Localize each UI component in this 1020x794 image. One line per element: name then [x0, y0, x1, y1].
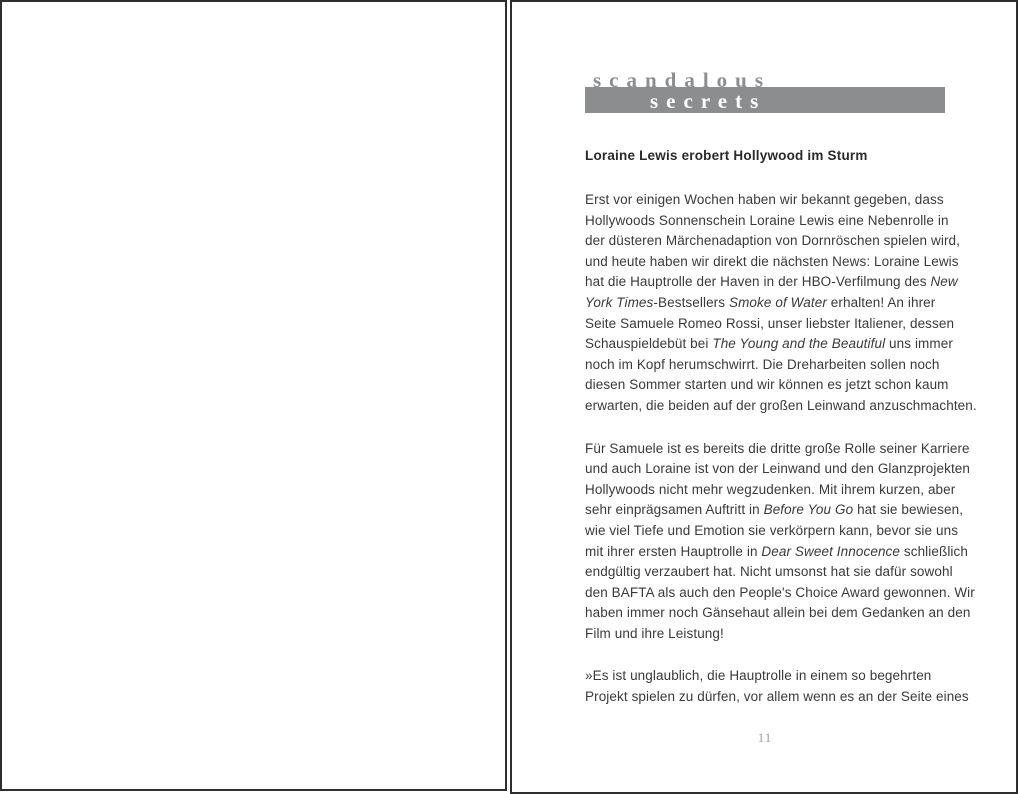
right-page — [510, 0, 1018, 794]
left-page — [0, 0, 507, 791]
article-paragraph: Erst vor einigen Wochen haben wir bekannt gegeben, dass Hollywoods Sonnenschein Loraine Lewis eine Nebenrolle in der düsteren Märchenadaption von Dornröschen spielen wird, und heute haben wir direkt die nächsten News: Loraine Lewis hat die Hauptrolle der Haven in der HBO-Verfilmung des New York Times-Bestsellers Smoke of Water erhalten! An ihrer Seite Samuele Romeo Rossi, unser liebster Italiener, dessen Schauspieldebüt bei The Young and the Beautiful uns immer noch im Kopf herumschwirrt. Die Dreharbeiten sollen noch diesen Sommer starten und wir können es jetzt schon kaum erwarten, die beiden auf der großen Leinwand anzuschmachten. — [585, 192, 977, 413]
logo-word-secrets: secrets — [650, 89, 767, 113]
article-body — [585, 190, 977, 708]
article-paragraph: »Es ist unglaublich, die Hauptrolle in einem so begehrten Projekt spielen zu dürfen, vor allem wenn es an der Seite eines — [585, 668, 969, 705]
logo-word-scandalous: scandalous — [593, 68, 772, 92]
magazine-logo — [585, 70, 945, 113]
article-heading: Loraine Lewis erobert Hollywood im Sturm — [585, 148, 868, 163]
right-page-content — [585, 2, 977, 746]
page-number: 11 — [757, 729, 773, 745]
article-paragraph: Für Samuele ist es bereits die dritte große Rolle seiner Karriere und auch Loraine ist von der Leinwand und den Glanzprojekten Hollywoods nicht mehr wegzudenken. Mit ihrem kurzen, aber sehr einprägsamen Auftritt in Before You Go hat sie bewiesen, wie viel Tiefe und Emotion sie verkörpern kann, bevor sie uns mit ihrer ersten Hauptrolle in Dear Sweet Innocence schließlich endgültig verzaubert hat. Nicht umsonst hat sie dafür sowohl den BAFTA als auch den People's Choice Award gewonnen. Wir haben immer noch Gänsehaut allein bei dem Gedanken an den Film und ihre Leistung! — [585, 440, 975, 641]
